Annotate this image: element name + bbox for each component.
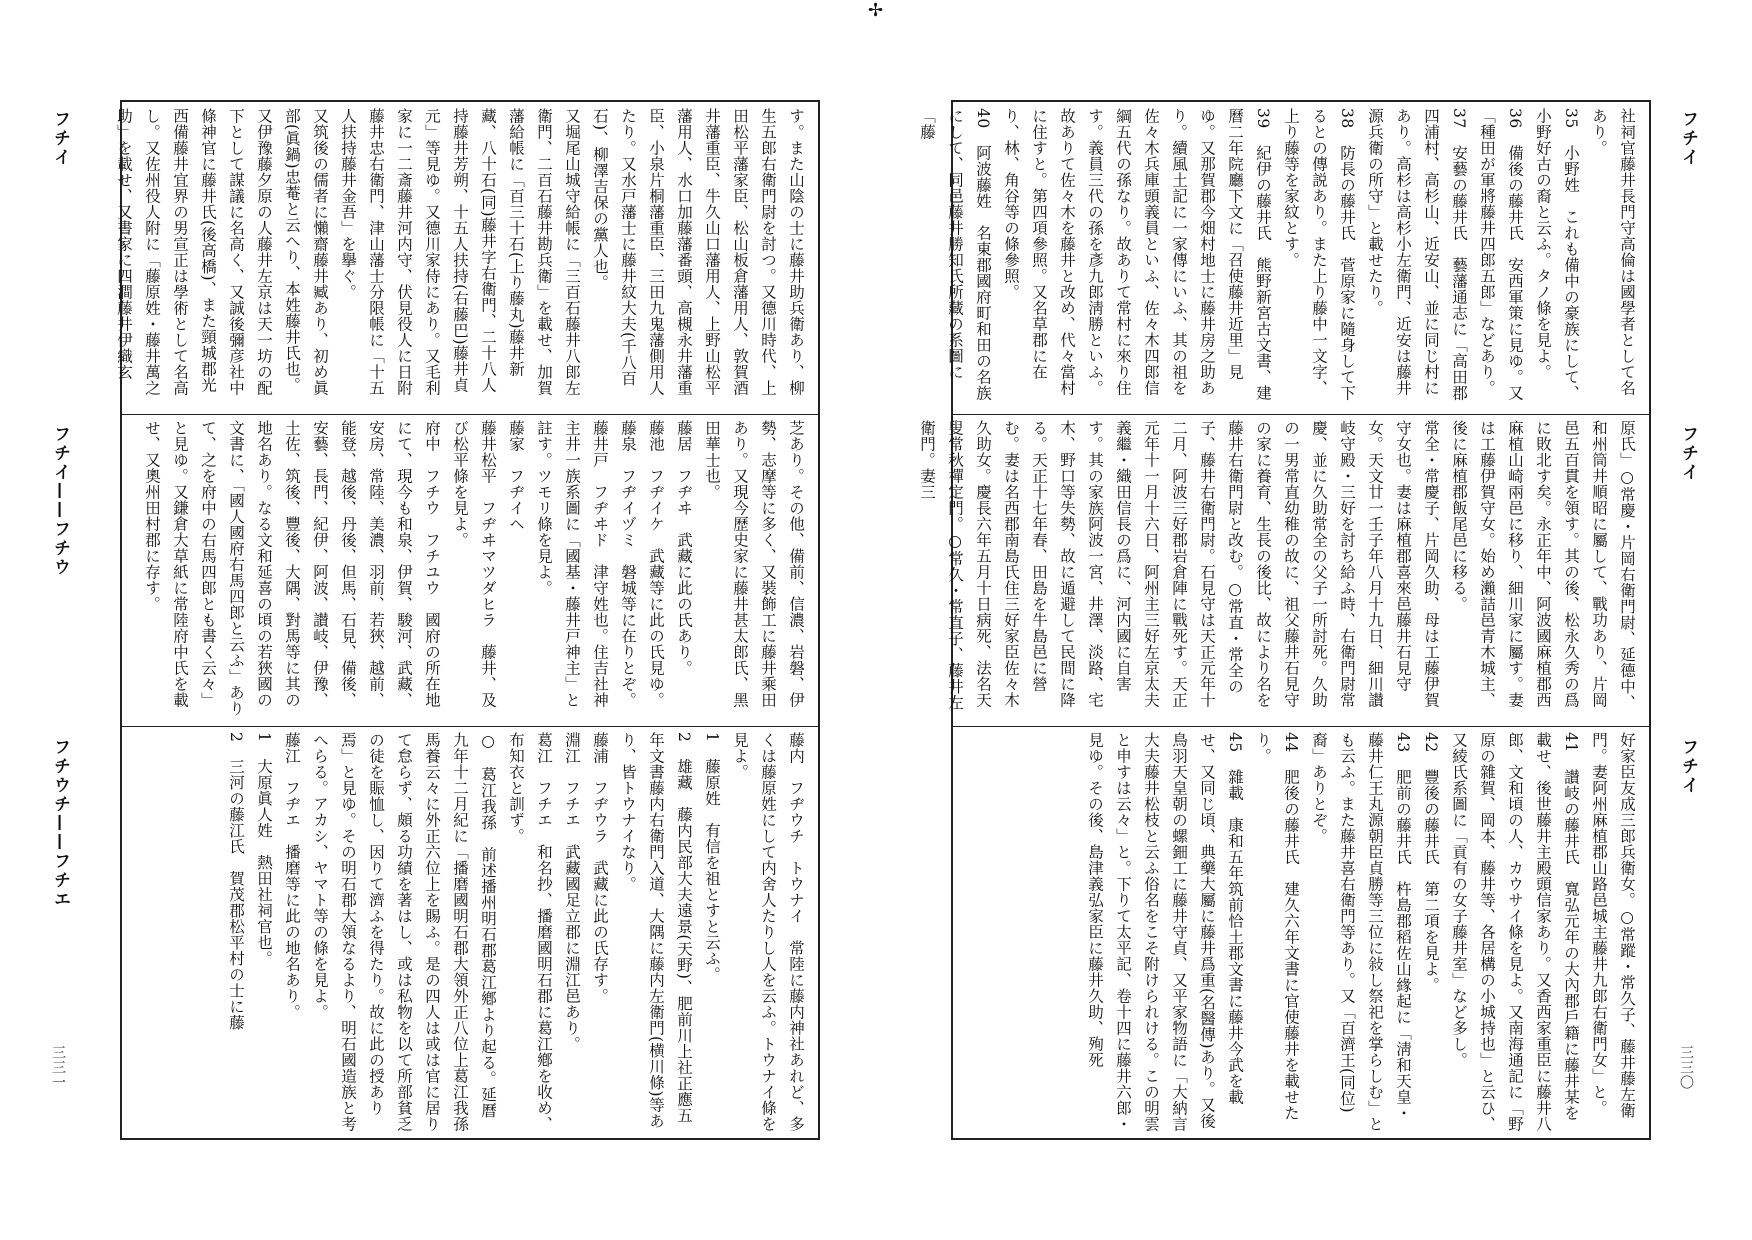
lower-text-band: 藤内 フヂウチ トウナイ 常陸に藤内神社あれど、多くは藤原姓にして内舍人たりし人を云ふ。トウナイ條を見よ。 1 藤原姓 有信を祖とすと云ふ。 2 雄藏 藤内民部大夫遠景(天野)、肥前川上社正應五年文書藤内右衛門入道、大隅に藤内左衛門(横川條)等あり、皆トウナイなり。 藤浦 フヂウラ 武藏に此の氏存す。 淵江 フチエ 武藏國足立郡に淵江邑あり。 葛江 フチエ 和名抄、播磨國明石郡に葛江鄕を收め、布知衣と訓ず。 ○ 葛江我孫 前述播州明石郡葛江鄕より起る。延曆九年十二月紀に「播磨國明石郡大領外正八位上葛江我孫馬養云々に外正六位上を賜ふ。是の四人は或は官に居りて怠らず、頗る功績を著はし、或は私物を以て所部貧乏の徒を賑恤し、因りて濟ふを得たり。故に此の授あり焉」と見ゆ。その明石郡大領なるより、明石國造族と考へらる。アカシ、ヤマト等の條を見よ。 藤江 フヂエ 播磨等に此の地名あり。 1 大原眞人姓 熱田社祠官也。 2 三河の藤江氏 賀茂郡松平村の士に藤 <box>227 732 805 1132</box>
upper-text-band: す。また山陰の士に藤井助兵衛あり、柳生五郎右衛門尉を討つ。又德川時代、上田松平藩家臣、松山板倉藩用人、敦賀酒井藩重臣、牛久山口藩用人、上野山松平藩用人、水口加藤藩番頭、高槻永井藩重臣、小泉片桐藩重臣、三田九鬼藩側用人たり。又水戸藩士に藤井紋大夫(千八百石)、柳澤吉保の黨人也。 又堀尾山城守給帳に「三百石藤井八郎左衛門、二百石藤井勘兵衛」を載せ、加賀藩給帳に「百三十石(上り藤丸)藤井新藏、八十石(同)藤井字右衛門、二十八人持藤井芳朔、十五人扶持(右藤巴)藤井貞元」等見ゆ。又德川家侍にあり。又毛利家に一二斎藤井河内守、伏見役人に日附藤井忠右衛門、津山藩士分限帳に「十五人扶持藤井金吾」を擧ぐ。 又筑後の儒者に懶齋藤井臧あり、初め眞部(眞鍋)忠菴と云へり、本姓藤井氏也。又伊豫藤夕原の人藤井左京は天一坊の配下として謀議に名高く、又誠後彌彦社中條神官に藤井氏(後高橋)、また頸城郡光西備藤井宜界の男宣正は學術として名高し。又佐州役人附に「藤原姓・藤井萬之助」を載せ、又書家に四澗藤井伊織玄 <box>115 108 805 396</box>
side-label-upper: フチイ <box>1678 110 1698 167</box>
side-label-middle: フチイ <box>1678 425 1698 482</box>
band-divider-1 <box>122 414 818 415</box>
page-number: 三三一 <box>50 1045 66 1090</box>
center-crease-mark: ✢ <box>868 0 884 21</box>
upper-text-band: 社祠官藤井長門守高倫は國學者として名あり。 35 小野姓 これも備中の豪族にして、小野好古の裔と云ふ。タノ條を見よ。 36 備後の藤井氏 安西軍策に見ゆ。又「種田が軍將藤井四郎五郎」などあり。 37 安藝の藤井氏 藝藩通志に「高田郡四浦村、高杉山、近安山、並に同じ村にあり。高杉は高杉小左衛門、近安は藤井源兵衛の所守」と載せたり。 38 防長の藤井氏 菅原家に隨身して下るとの傳説あり。また上り藤中一文字、上り藤等を家紋とす。 39 紀伊の藤井氏 熊野新宮古文書、建曆二年院廳下文に「召使藤井近里」見ゆ。又那賀郡今畑村地士に藤井房之助あり。續風土記に一家傳にいふ、其の祖を佐々木兵庫頭義員といふ、佐々木四郎信綱五代の孫なり。故ありて常村に來り住す。義員三代の孫を彥九郎淸勝といふ。故ありて佐々木を藤井と改め、代々當村に住すと。第四項參照。又名草郡に在り、林、角谷等の條參照。 40 阿波藤姓 名東郡國府町和田の名族にして、同邑藤井勝知氏所藏の系圖に「藤 <box>918 108 1636 401</box>
band-divider-2 <box>953 726 1649 727</box>
side-label-lower: フチウチ——フチエ <box>50 738 70 909</box>
band-divider-2 <box>122 726 818 727</box>
right-page <box>876 0 1752 1240</box>
text-frame <box>115 100 820 1140</box>
band-divider-1 <box>953 414 1649 415</box>
page-number: 三三〇 <box>1678 1045 1694 1090</box>
side-label-lower: フチイ <box>1678 738 1698 795</box>
side-label-upper: フチイ <box>50 110 70 167</box>
text-frame <box>918 100 1651 1140</box>
lower-text-band: 好家臣友成三郎兵衛女。○常蹤・常久子、藤井藤左衛門。妻阿州麻植郡山路邑城主藤井九郎右衛門女」と。 41 讃岐の藤井氏 寬弘元年の大內郡戶籍に藤井某を載せ、後世藤井主殿頭信家あり。又香西家重臣に藤井八郎、文和頃の人、カウサイ條を見よ。又南海通記に「野原の雜賀、岡本、藤井等、各居構の小城持也」と云ひ、又綾氏系圖に「貢有の女子藤井室」など多し。 42 豐後の藤井氏 第二項を見よ。 43 肥前の藤井氏 杵島郡稻佐山緣起に「淸和天皇・藤井仁王丸源朝臣貞勝等三位に敍し祭祀を掌らしむ」とも云ふ。また藤井喜右衛門等あり。又「百濟王(同位)裔」ありとぞ。 44 肥後の藤井氏 建久六年文書に官使藤井を載せたり。 45 雜載 康和五年筑前恰土郡文書に藤井今武を載せ、又同じ頃、典藥大屬に藤井爲重(名醫傳)あり。又後鳥羽天皇朝の螺鈿工に藤井守貞、又平家物語に「大納言大夫藤井松枝と云ふ俗名をこそ附けられける。この明雲と申すは云々」と。下りて太平記、卷十四に藤井六郎・見ゆ。その後、島津義弘家臣に藤井久助、殉死 <box>1086 732 1636 1132</box>
middle-text-band: 芝あり。その他、備前、信濃、岩磐、伊勢、志摩等に多く、又裝飾工に藤井乘田あり。又現今歷史家に藤井甚太郎氏、黑田華士也。 藤居 フヂヰ 武藏に此の氏あり。 藤池 フヂイケ 武藏等に此の氏見ゆ。 藤泉 フヂイヅミ 磐城等に在りとぞ。 藤井戸 フヂヰド 津守姓也。住吉社神主井一族系圖に「國基・藤井戸神主」と註す。ツモリ條を見よ。 藤家 フヂイヘ 藤井松平 フヂヰマツダヒラ 藤井、及び松平條を見よ。 府中 フチウ フチユウ 國府の所在地にて、現今も和泉、伊賀、駿河、武藏、安房、常陸、美濃、羽前、若狹、越前、能登、越後、丹後、但馬、石見、備後、安藝、長門、紀伊、阿波、讃岐、伊豫、土佐、筑後、豐後、大隅、對馬等に其の地名あり。なる文和延喜の頃の若狹國の文書に、「國人國府右馬四郎と云ふ」ありて、之を府中の右馬四郎とも書く云々」と見ゆ。又鎌倉大草紙に常陸府中氏を載せ、又奧州田村郡に存す。 <box>143 420 805 717</box>
side-label-middle: フチイ——フチウ <box>50 425 70 577</box>
middle-text-band: 原氏」○常慶・片岡右衛門尉、延德中、和州筒井順昭に屬して、戰功あり、片岡邑五百貫を領す。其の後、松永久秀の爲に敗北す矣。永正年中、阿波國麻植郡西麻植山崎兩邑に移り、細川家に屬す。妻は工藤伊賀守女。始め瀨詰邑青木城主、後に麻植郡飯尾邑に移る。 常全・常慶子、片岡久助、母は工藤伊賀守女也。妻は麻植郡喜來邑藤井石見守女。天文廿一壬子年八月十九日、細川讃岐守殿・三好を討ち給ふ時、右衛門尉常慶、並に久助常全の父子一所討死。久助の一男常直幼稚の故に、祖父藤井石見守の家に養育、生長の後比、故により名を藤井右衛門尉と改む。○常直・常全の子、藤井右衛門尉。石見守は天正元年十二月、阿波三好郡岩倉陣に戰死す。天正元年十一月十六日、阿州主三好左京太夫義繼・織田信長の爲に、河内國に自害す。其の家族阿波一宮、井澤、淡路、宅木、野口等失勢、故に遁避して民間に降る。天正十七年春、田島を牛島邑に營む。妻は名西郡南島氏住三好家臣佐々木久助女。慶長六年五月十日病死、法名天叟常秋禪定門。○常久・常直子、藤井左衛門。妻三 <box>918 420 1636 711</box>
